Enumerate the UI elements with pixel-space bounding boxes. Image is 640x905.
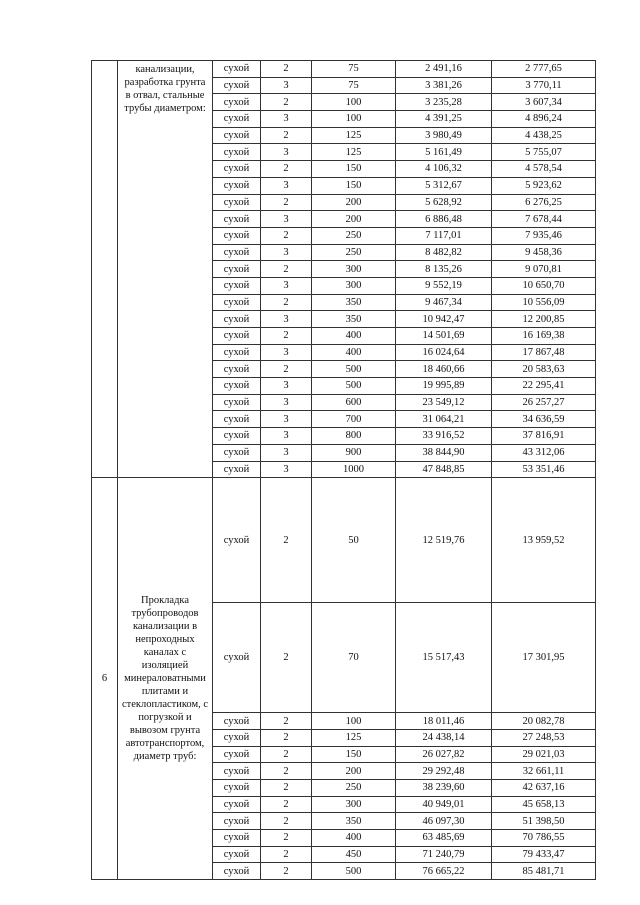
price-vat-cell: 70 786,55 [492, 830, 596, 847]
diameter-cell: 200 [312, 763, 396, 780]
group-cell: 3 [261, 428, 312, 445]
group-cell: 2 [261, 328, 312, 345]
price-vat-cell: 37 816,91 [492, 428, 596, 445]
diameter-cell: 100 [312, 111, 396, 128]
work-description: канализации, разработка грунта в отвал, стальные трубы диаметром: [118, 61, 213, 478]
price-vat-cell: 43 312,06 [492, 444, 596, 461]
diameter-cell: 200 [312, 211, 396, 228]
soil-type-cell: сухой [213, 461, 261, 478]
table-row [92, 61, 596, 78]
price-vat-cell: 4 578,54 [492, 161, 596, 178]
soil-type-cell: сухой [213, 77, 261, 94]
price-vat-cell: 7 678,44 [492, 211, 596, 228]
price-cell: 4 106,32 [396, 161, 492, 178]
price-vat-cell: 5 923,62 [492, 177, 596, 194]
soil-type-cell: сухой [213, 428, 261, 445]
price-cell: 5 628,92 [396, 194, 492, 211]
price-cell: 40 949,01 [396, 796, 492, 813]
soil-type-cell: сухой [213, 779, 261, 796]
group-cell: 2 [261, 227, 312, 244]
soil-type-cell: сухой [213, 144, 261, 161]
diameter-cell: 400 [312, 344, 396, 361]
soil-type-cell: сухой [213, 161, 261, 178]
work-description: Прокладка трубопроводов канализации в непроходных каналах с изоляцией минераловатными плитами и стеклопластиком, с погрузкой и вывозом грунта автотранспортом, диаметр труб: [118, 478, 213, 880]
price-cell: 9 552,19 [396, 277, 492, 294]
soil-type-cell: сухой [213, 603, 261, 713]
item-number: 6 [92, 478, 118, 880]
soil-type-cell: сухой [213, 211, 261, 228]
price-table [91, 60, 596, 880]
price-cell: 8 482,82 [396, 244, 492, 261]
soil-type-cell: сухой [213, 846, 261, 863]
diameter-cell: 75 [312, 77, 396, 94]
price-cell: 10 942,47 [396, 311, 492, 328]
diameter-cell: 150 [312, 161, 396, 178]
group-cell: 3 [261, 111, 312, 128]
group-cell: 2 [261, 478, 312, 603]
group-cell: 2 [261, 361, 312, 378]
price-cell: 3 980,49 [396, 127, 492, 144]
soil-type-cell: сухой [213, 361, 261, 378]
soil-type-cell: сухой [213, 746, 261, 763]
group-cell: 2 [261, 830, 312, 847]
soil-type-cell: сухой [213, 227, 261, 244]
group-cell: 3 [261, 461, 312, 478]
diameter-cell: 500 [312, 378, 396, 395]
price-cell: 12 519,76 [396, 478, 492, 603]
price-vat-cell: 4 896,24 [492, 111, 596, 128]
soil-type-cell: сухой [213, 344, 261, 361]
diameter-cell: 250 [312, 779, 396, 796]
price-vat-cell: 53 351,46 [492, 461, 596, 478]
price-vat-cell: 32 661,11 [492, 763, 596, 780]
diameter-cell: 75 [312, 61, 396, 78]
diameter-cell: 400 [312, 830, 396, 847]
soil-type-cell: сухой [213, 763, 261, 780]
diameter-cell: 600 [312, 394, 396, 411]
soil-type-cell: сухой [213, 813, 261, 830]
soil-type-cell: сухой [213, 277, 261, 294]
diameter-cell: 500 [312, 361, 396, 378]
price-cell: 76 665,22 [396, 863, 492, 880]
soil-type-cell: сухой [213, 261, 261, 278]
price-vat-cell: 2 777,65 [492, 61, 596, 78]
group-cell: 3 [261, 311, 312, 328]
diameter-cell: 350 [312, 813, 396, 830]
price-vat-cell: 12 200,85 [492, 311, 596, 328]
price-cell: 46 097,30 [396, 813, 492, 830]
group-cell: 3 [261, 378, 312, 395]
diameter-cell: 125 [312, 144, 396, 161]
diameter-cell: 100 [312, 94, 396, 111]
price-vat-cell: 3 607,34 [492, 94, 596, 111]
price-vat-cell: 29 021,03 [492, 746, 596, 763]
price-cell: 24 438,14 [396, 729, 492, 746]
diameter-cell: 800 [312, 428, 396, 445]
soil-type-cell: сухой [213, 294, 261, 311]
price-vat-cell: 17 301,95 [492, 603, 596, 713]
price-table-body [92, 61, 596, 880]
diameter-cell: 1000 [312, 461, 396, 478]
group-cell: 3 [261, 211, 312, 228]
group-cell: 3 [261, 177, 312, 194]
price-cell: 19 995,89 [396, 378, 492, 395]
group-cell: 2 [261, 729, 312, 746]
price-vat-cell: 20 583,63 [492, 361, 596, 378]
price-cell: 9 467,34 [396, 294, 492, 311]
price-cell: 38 239,60 [396, 779, 492, 796]
group-cell: 3 [261, 77, 312, 94]
price-cell: 15 517,43 [396, 603, 492, 713]
price-vat-cell: 27 248,53 [492, 729, 596, 746]
price-vat-cell: 7 935,46 [492, 227, 596, 244]
price-vat-cell: 42 637,16 [492, 779, 596, 796]
price-vat-cell: 26 257,27 [492, 394, 596, 411]
price-vat-cell: 17 867,48 [492, 344, 596, 361]
soil-type-cell: сухой [213, 830, 261, 847]
diameter-cell: 500 [312, 863, 396, 880]
price-cell: 47 848,85 [396, 461, 492, 478]
soil-type-cell: сухой [213, 177, 261, 194]
price-vat-cell: 10 650,70 [492, 277, 596, 294]
group-cell: 2 [261, 863, 312, 880]
price-vat-cell: 9 458,36 [492, 244, 596, 261]
soil-type-cell: сухой [213, 111, 261, 128]
soil-type-cell: сухой [213, 863, 261, 880]
price-cell: 4 391,25 [396, 111, 492, 128]
price-cell: 33 916,52 [396, 428, 492, 445]
price-vat-cell: 85 481,71 [492, 863, 596, 880]
price-cell: 16 024,64 [396, 344, 492, 361]
diameter-cell: 200 [312, 194, 396, 211]
soil-type-cell: сухой [213, 244, 261, 261]
group-cell: 2 [261, 294, 312, 311]
group-cell: 3 [261, 411, 312, 428]
price-vat-cell: 34 636,59 [492, 411, 596, 428]
diameter-cell: 300 [312, 277, 396, 294]
soil-type-cell: сухой [213, 61, 261, 78]
diameter-cell: 450 [312, 846, 396, 863]
price-vat-cell: 16 169,38 [492, 328, 596, 345]
group-cell: 3 [261, 277, 312, 294]
group-cell: 2 [261, 779, 312, 796]
group-cell: 3 [261, 244, 312, 261]
price-cell: 14 501,69 [396, 328, 492, 345]
price-cell: 5 312,67 [396, 177, 492, 194]
price-vat-cell: 79 433,47 [492, 846, 596, 863]
soil-type-cell: сухой [213, 796, 261, 813]
group-cell: 2 [261, 94, 312, 111]
group-cell: 3 [261, 394, 312, 411]
soil-type-cell: сухой [213, 729, 261, 746]
price-cell: 31 064,21 [396, 411, 492, 428]
soil-type-cell: сухой [213, 444, 261, 461]
soil-type-cell: сухой [213, 94, 261, 111]
diameter-cell: 400 [312, 328, 396, 345]
price-vat-cell: 3 770,11 [492, 77, 596, 94]
price-cell: 71 240,79 [396, 846, 492, 863]
price-vat-cell: 13 959,52 [492, 478, 596, 603]
group-cell: 2 [261, 61, 312, 78]
soil-type-cell: сухой [213, 394, 261, 411]
diameter-cell: 50 [312, 478, 396, 603]
diameter-cell: 250 [312, 227, 396, 244]
price-vat-cell: 6 276,25 [492, 194, 596, 211]
price-vat-cell: 9 070,81 [492, 261, 596, 278]
price-cell: 63 485,69 [396, 830, 492, 847]
price-cell: 38 844,90 [396, 444, 492, 461]
group-cell: 2 [261, 261, 312, 278]
price-cell: 23 549,12 [396, 394, 492, 411]
diameter-cell: 900 [312, 444, 396, 461]
group-cell: 2 [261, 127, 312, 144]
diameter-cell: 300 [312, 261, 396, 278]
price-cell: 8 135,26 [396, 261, 492, 278]
price-vat-cell: 51 398,50 [492, 813, 596, 830]
diameter-cell: 350 [312, 311, 396, 328]
soil-type-cell: сухой [213, 378, 261, 395]
diameter-cell: 70 [312, 603, 396, 713]
group-cell: 2 [261, 713, 312, 730]
group-cell: 3 [261, 344, 312, 361]
group-cell: 3 [261, 144, 312, 161]
diameter-cell: 150 [312, 177, 396, 194]
price-cell: 26 027,82 [396, 746, 492, 763]
group-cell: 2 [261, 194, 312, 211]
soil-type-cell: сухой [213, 127, 261, 144]
price-cell: 18 011,46 [396, 713, 492, 730]
price-cell: 6 886,48 [396, 211, 492, 228]
price-vat-cell: 22 295,41 [492, 378, 596, 395]
diameter-cell: 300 [312, 796, 396, 813]
diameter-cell: 150 [312, 746, 396, 763]
price-cell: 3 381,26 [396, 77, 492, 94]
group-cell: 2 [261, 846, 312, 863]
group-cell: 2 [261, 796, 312, 813]
diameter-cell: 125 [312, 127, 396, 144]
price-cell: 29 292,48 [396, 763, 492, 780]
price-cell: 5 161,49 [396, 144, 492, 161]
group-cell: 2 [261, 603, 312, 713]
price-cell: 3 235,28 [396, 94, 492, 111]
group-cell: 2 [261, 746, 312, 763]
item-number [92, 61, 118, 478]
group-cell: 2 [261, 763, 312, 780]
price-vat-cell: 45 658,13 [492, 796, 596, 813]
soil-type-cell: сухой [213, 194, 261, 211]
soil-type-cell: сухой [213, 328, 261, 345]
price-cell: 2 491,16 [396, 61, 492, 78]
price-cell: 7 117,01 [396, 227, 492, 244]
price-vat-cell: 5 755,07 [492, 144, 596, 161]
soil-type-cell: сухой [213, 478, 261, 603]
soil-type-cell: сухой [213, 311, 261, 328]
price-vat-cell: 20 082,78 [492, 713, 596, 730]
group-cell: 3 [261, 444, 312, 461]
table-row [92, 478, 596, 603]
diameter-cell: 250 [312, 244, 396, 261]
soil-type-cell: сухой [213, 411, 261, 428]
diameter-cell: 700 [312, 411, 396, 428]
soil-type-cell: сухой [213, 713, 261, 730]
group-cell: 2 [261, 813, 312, 830]
diameter-cell: 125 [312, 729, 396, 746]
group-cell: 2 [261, 161, 312, 178]
price-vat-cell: 4 438,25 [492, 127, 596, 144]
price-cell: 18 460,66 [396, 361, 492, 378]
diameter-cell: 100 [312, 713, 396, 730]
price-vat-cell: 10 556,09 [492, 294, 596, 311]
diameter-cell: 350 [312, 294, 396, 311]
